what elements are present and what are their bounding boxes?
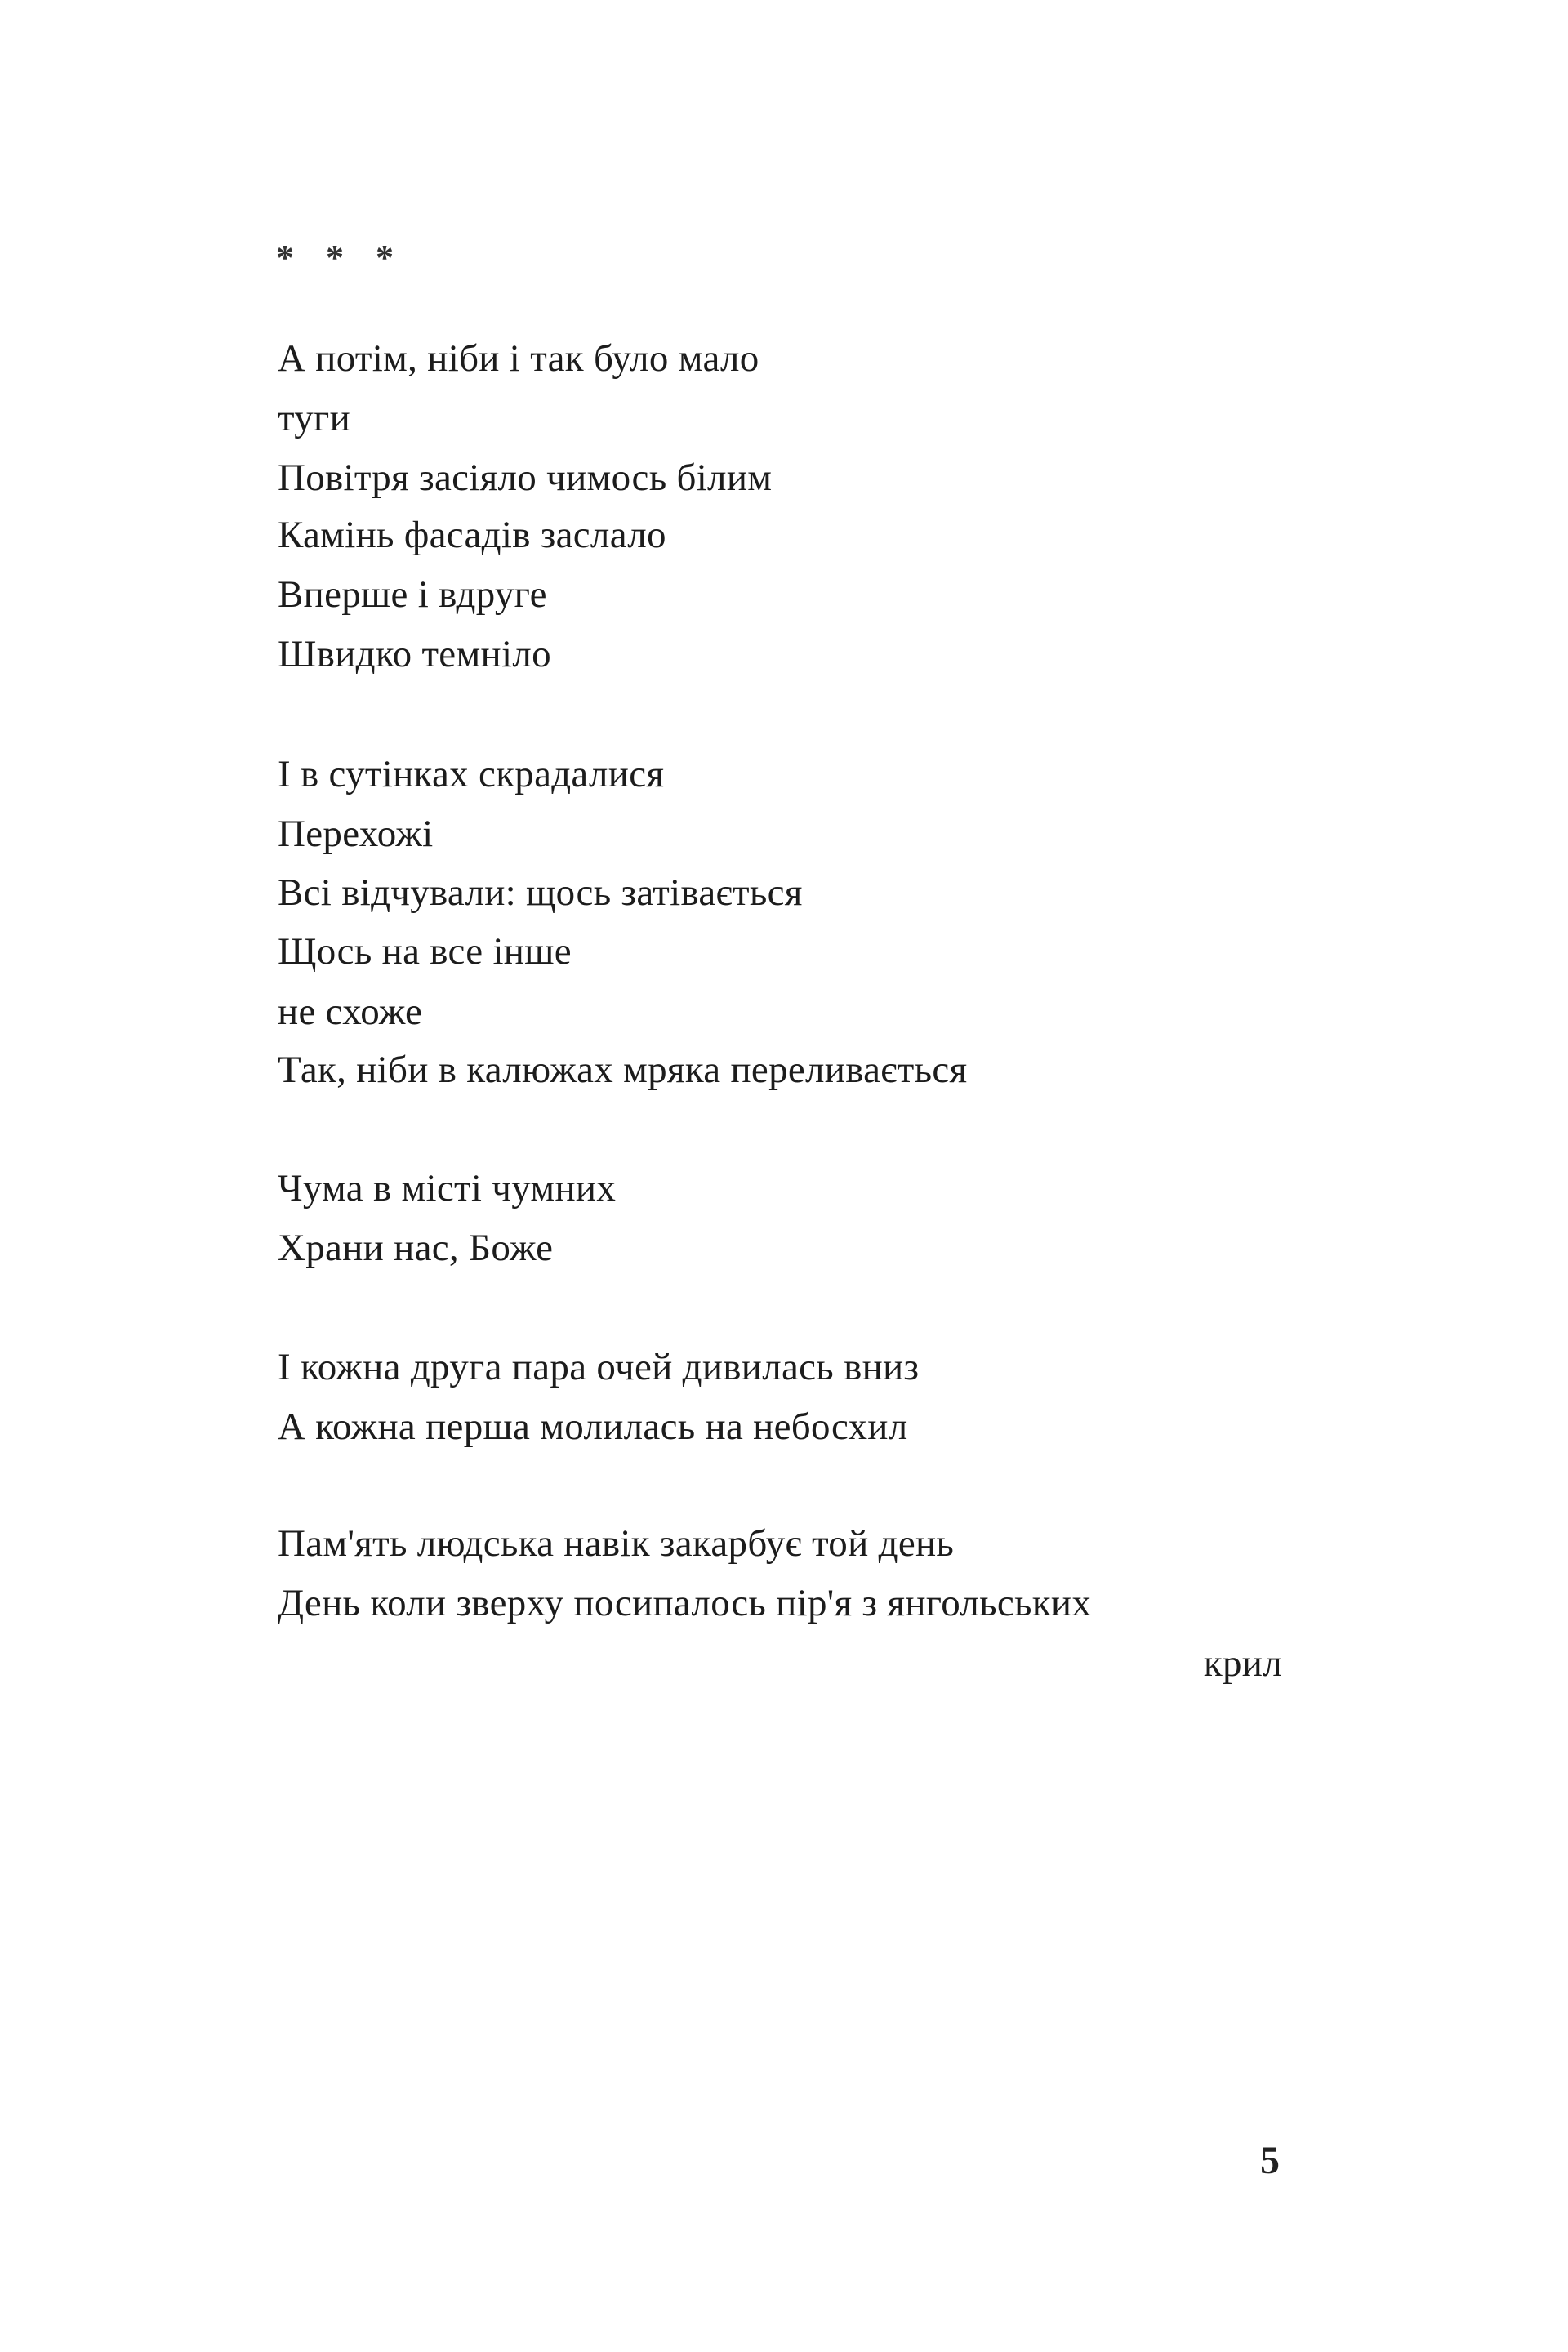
poem-line: І кожна друга пара очей дивилась вниз (278, 1346, 920, 1388)
poem-line: Швидко темніло (278, 633, 551, 675)
poem-line: Чума в місті чумних (278, 1167, 617, 1209)
poem-line: Перехожі (278, 813, 434, 855)
poem-line: День коли зверху посипалось пір'я з янгольських (278, 1582, 1092, 1624)
page-number: 5 (1260, 2139, 1280, 2182)
poem-line: Пам'ять людська навік закарбує той день (278, 1522, 955, 1565)
poem-line: А кожна перша молилась на небосхил (278, 1405, 908, 1448)
poem-line: Повітря засіяло чимось білим (278, 457, 773, 499)
poem-line: Вперше і вдруге (278, 573, 547, 616)
poem-line: Храни нас, Боже (278, 1227, 554, 1269)
poem-line: Так, ніби в калюжах мряка переливається (278, 1049, 968, 1091)
poem-line: Щось на все інше (278, 930, 572, 973)
poem-line: І в сутінках скрадалися (278, 753, 665, 795)
poem-line: крил (1203, 1642, 1282, 1685)
poem-line: туги (278, 397, 351, 439)
poem-line: Всі відчували: щось затівається (278, 871, 803, 914)
poem-line: А потім, ніби і так було мало (278, 337, 760, 380)
poem-line: не схоже (278, 991, 423, 1033)
section-separator: * * * (276, 238, 405, 278)
poem-line: Камінь фасадів заслало (278, 514, 666, 556)
